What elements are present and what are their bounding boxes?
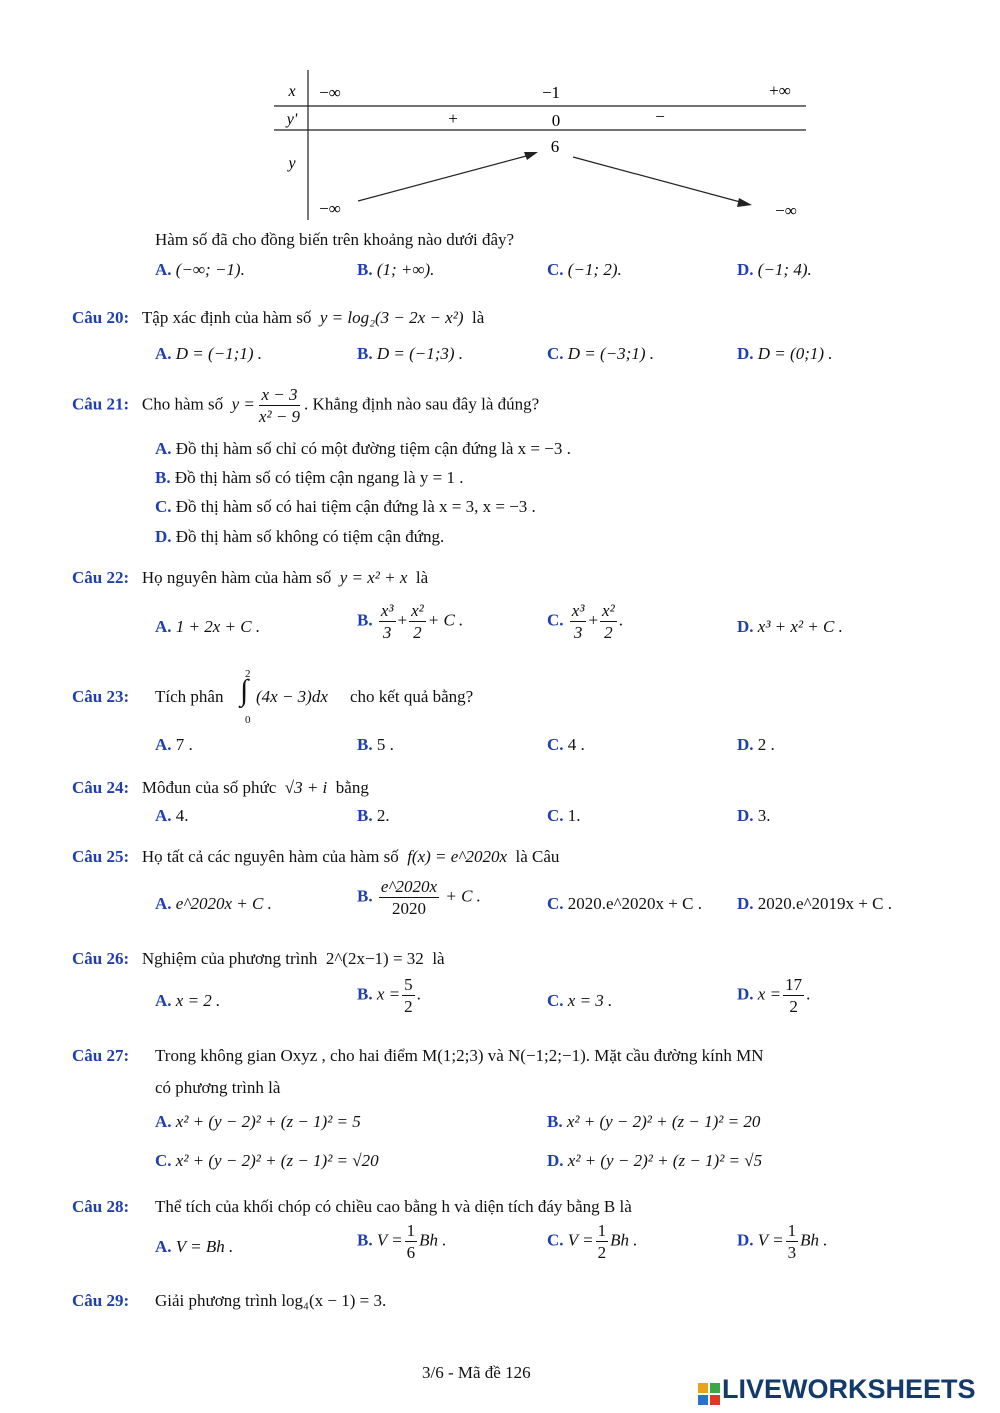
q20-option-c-label: C. <box>547 344 564 363</box>
q23-option-d[interactable] <box>737 735 775 755</box>
q20-option-d-label: D. <box>737 344 754 363</box>
page-footer: 3/6 - Mã đề 126 <box>422 1363 531 1382</box>
q20-prompt-post: là <box>471 308 485 327</box>
q20-option-b-text: D = (−1;3) . <box>376 344 464 363</box>
q28-option-c[interactable] <box>547 1222 637 1261</box>
sign-zero: 0 <box>551 111 561 130</box>
q22-c-den2: 2 <box>604 623 613 642</box>
q20-option-a[interactable] <box>155 344 262 364</box>
q19-option-a-text: (−∞; −1). <box>175 260 245 279</box>
q26-option-c-label: C. <box>547 991 564 1010</box>
q21-number: Câu 21: <box>72 394 130 414</box>
q25-option-a[interactable] <box>155 894 272 914</box>
q20-formula: y = log₂(3 − 2x − x²) <box>319 308 464 327</box>
q26-option-c[interactable] <box>547 991 612 1011</box>
q28-prompt: Thể tích của khối chóp có chiều cao bằng h và diện tích đáy bằng B là <box>155 1197 632 1216</box>
q22-formula: y = x² + x <box>339 568 408 587</box>
q22-b-tail: + C . <box>427 610 464 630</box>
y-value-left: −∞ <box>319 199 341 218</box>
q22-option-d[interactable] <box>737 617 843 637</box>
q20-option-a-text: D = (−1;1) . <box>175 344 262 363</box>
q26-option-a-text: x = 2 . <box>175 991 221 1010</box>
brand-name: LIVEWORKSHEETS <box>722 1374 976 1404</box>
q25-prompt-post: là Câu <box>515 847 560 866</box>
q25-option-c[interactable] <box>547 894 702 914</box>
q28-b-frac <box>405 1222 418 1261</box>
q25-option-a-text: e^2020x + C . <box>175 894 272 913</box>
q26-b-den: 2 <box>404 997 413 1016</box>
q24-option-a-label: A. <box>155 806 172 825</box>
q22-b-den2: 2 <box>413 623 422 642</box>
variation-table <box>270 68 810 226</box>
q22-option-a-label: A. <box>155 617 172 636</box>
q25-b-frac <box>379 878 439 917</box>
q25-b-tail: + C . <box>445 886 481 906</box>
q20-option-b-label: B. <box>357 344 373 363</box>
q22-c-frac2 <box>600 602 617 641</box>
decreasing-arrow <box>573 157 744 203</box>
q23-option-a-label: A. <box>155 735 172 754</box>
q25-number: Câu 25: <box>72 847 130 866</box>
q20-option-a-label: A. <box>155 344 172 363</box>
q20-option-b[interactable] <box>357 344 463 364</box>
q23-option-c[interactable] <box>547 735 585 755</box>
q28-b-num: 1 <box>406 1221 416 1240</box>
q28-b-den: 6 <box>406 1243 416 1262</box>
q20-option-c[interactable] <box>547 344 654 364</box>
q27-option-a-label: A. <box>155 1112 172 1131</box>
q25-b-num: e^2020x <box>380 877 438 896</box>
q27-option-d[interactable] <box>547 1151 762 1171</box>
q21-fraction <box>257 386 302 425</box>
q19-option-b[interactable] <box>357 260 434 280</box>
q19-option-a-label: A. <box>155 260 172 279</box>
y-value-max: 6 <box>550 137 560 156</box>
q25-option-c-label: C. <box>547 894 564 913</box>
q27-option-b-label: B. <box>547 1112 563 1131</box>
q22-option-a[interactable] <box>155 617 260 637</box>
q21-prompt-post: . Khẳng định nào sau đây là đúng? <box>304 394 540 414</box>
q19-option-b-label: B. <box>357 260 373 279</box>
q23-number: Câu 23: <box>72 687 130 706</box>
q22-option-c-label: C. <box>547 610 564 630</box>
q21-option-d-label: D. <box>155 527 172 546</box>
q27-option-c[interactable] <box>155 1151 379 1171</box>
q25-option-c-text: 2020.e^2020x + C . <box>567 894 702 913</box>
q22-b-frac2 <box>409 602 426 641</box>
q23-prompt-post: cho kết quả bằng? <box>350 687 474 706</box>
q28-c-tail: Bh . <box>610 1230 638 1250</box>
q22-prompt-pre: Họ nguyên hàm của hàm số <box>141 568 332 587</box>
q26-option-d[interactable] <box>737 976 810 1015</box>
q21-option-b-label: B. <box>155 468 171 487</box>
q23-integral-sign: ∫ <box>240 674 249 707</box>
q26-d-den: 2 <box>789 997 798 1016</box>
q24-option-b[interactable] <box>357 806 390 826</box>
q25-question <box>72 847 559 867</box>
q24-option-c-text: 1. <box>567 806 581 825</box>
q21-question <box>72 386 539 425</box>
q24-option-d-text: 3. <box>757 806 771 825</box>
q22-b-frac1 <box>379 602 396 641</box>
q22-b-op: + <box>397 610 408 630</box>
row-label-y: y <box>288 155 296 172</box>
q28-option-c-label: C. <box>547 1230 564 1250</box>
q24-formula: √3 + i <box>284 778 328 797</box>
q26-number: Câu 26: <box>72 949 130 968</box>
row-label-x: x <box>288 83 296 100</box>
q26-option-b[interactable] <box>357 976 421 1015</box>
q20-question <box>72 308 484 328</box>
q19-option-d[interactable] <box>737 260 812 280</box>
q28-option-d[interactable] <box>737 1222 827 1261</box>
q22-prompt-post: là <box>415 568 429 587</box>
q23-prompt-pre: Tích phân <box>155 687 224 706</box>
q19-option-a[interactable] <box>155 260 245 280</box>
q24-prompt-pre: Môđun của số phức <box>141 778 277 797</box>
q26-b-tail: . <box>416 984 421 1004</box>
q19-option-b-text: (1; +∞). <box>376 260 435 279</box>
q21-option-c-text: Đồ thị hàm số có hai tiệm cận đứng là x = 3, x = −3 . <box>175 497 536 516</box>
q23-lower-limit: 0 <box>245 714 251 726</box>
q27-line1: Trong không gian Oxyz , cho hai điểm M(1;2;3) và N(−1;2;−1). Mặt cầu đường kính MN <box>155 1046 764 1065</box>
q27-option-c-text: x² + (y − 2)² + (z − 1)² = √20 <box>175 1151 379 1170</box>
q22-c-tail: . <box>618 610 623 630</box>
q27-option-a-text: x² + (y − 2)² + (z − 1)² = 5 <box>175 1112 361 1131</box>
q28-option-a[interactable] <box>155 1237 233 1257</box>
q25-option-a-label: A. <box>155 894 172 913</box>
q28-b-lhs: V = <box>376 1230 403 1250</box>
q22-c-num2: x² <box>602 601 615 620</box>
q23-option-c-label: C. <box>547 735 564 754</box>
q21-option-c-label: C. <box>155 497 172 516</box>
q26-prompt-pre: Nghiệm của phương trình <box>141 949 318 968</box>
q24-option-b-label: B. <box>357 806 373 825</box>
q25-option-d-label: D. <box>737 894 754 913</box>
q27-line2: có phương trình là <box>155 1078 281 1097</box>
q23-option-d-text: 2 . <box>757 735 775 754</box>
q28-d-frac <box>786 1222 799 1261</box>
q28-option-b[interactable] <box>357 1222 447 1261</box>
q26-b-lhs: x = <box>376 984 401 1004</box>
q26-formula: 2^(2x−1) = 32 <box>325 949 424 968</box>
q29-prompt: Giải phương trình log₄(x − 1) = 3. <box>155 1291 387 1310</box>
q20-prompt-pre: Tập xác định của hàm số <box>141 308 312 327</box>
q22-question <box>72 568 428 588</box>
q29-number: Câu 29: <box>72 1291 130 1310</box>
q27-number: Câu 27: <box>72 1046 130 1065</box>
q19-option-c-text: (−1; 2). <box>567 260 622 279</box>
q22-option-b[interactable] <box>357 602 463 641</box>
increasing-arrow <box>358 155 530 201</box>
worksheet-icon <box>698 1383 720 1405</box>
q25-option-b-label: B. <box>357 886 373 906</box>
q26-option-a-label: A. <box>155 991 172 1010</box>
q26-option-d-label: D. <box>737 984 754 1004</box>
q26-option-a[interactable] <box>155 991 220 1011</box>
q25-formula: f(x) = e^2020x <box>407 847 508 866</box>
q23-option-a[interactable] <box>155 735 193 755</box>
q23-option-d-label: D. <box>737 735 754 754</box>
q19-option-d-text: (−1; 4). <box>757 260 812 279</box>
sign-minus: − <box>655 107 665 126</box>
q22-c-num1: x³ <box>571 601 585 620</box>
q21-option-d[interactable] <box>155 527 444 547</box>
q20-option-d[interactable] <box>737 344 833 364</box>
q21-option-d-text: Đồ thị hàm số không có tiệm cận đứng. <box>175 527 445 546</box>
q24-option-c[interactable] <box>547 806 581 826</box>
q27-option-c-label: C. <box>155 1151 172 1170</box>
q25-b-den: 2020 <box>391 899 426 918</box>
q24-option-b-text: 2. <box>376 806 390 825</box>
q25-option-d-text: 2020.e^2019x + C . <box>757 894 892 913</box>
y-value-right: −∞ <box>775 201 797 220</box>
q28-d-lhs: V = <box>757 1230 784 1250</box>
q23-option-b-text: 5 . <box>376 735 394 754</box>
q28-d-den: 3 <box>787 1243 797 1262</box>
q24-number: Câu 24: <box>72 778 130 797</box>
q22-option-d-label: D. <box>737 617 754 636</box>
q24-question <box>72 778 369 798</box>
q28-c-den: 2 <box>597 1243 607 1262</box>
q21-option-c[interactable] <box>155 497 536 517</box>
q27-option-a[interactable] <box>155 1112 361 1132</box>
q19-option-c[interactable] <box>547 260 622 280</box>
q27-option-d-text: x² + (y − 2)² + (z − 1)² = √5 <box>567 1151 763 1170</box>
x-value-neg-inf: −∞ <box>319 83 341 102</box>
q28-option-a-text: V = Bh . <box>175 1237 234 1256</box>
q19-option-d-label: D. <box>737 260 754 279</box>
q28-b-tail: Bh . <box>419 1230 447 1250</box>
x-value-pos-inf: +∞ <box>769 81 791 100</box>
q22-option-a-text: 1 + 2x + C . <box>175 617 261 636</box>
q28-d-tail: Bh . <box>800 1230 828 1250</box>
q28-option-b-label: B. <box>357 1230 373 1250</box>
q21-option-a-text: Đồ thị hàm số chỉ có một đường tiệm cận đứng là x = −3 . <box>175 439 571 458</box>
brand-logo[interactable] <box>698 1374 976 1405</box>
q24-option-d[interactable] <box>737 806 771 826</box>
q24-option-a-text: 4. <box>175 806 189 825</box>
q28-option-a-label: A. <box>155 1237 172 1256</box>
x-value-minus-one: −1 <box>541 83 561 102</box>
q20-option-d-text: D = (0;1) . <box>757 344 833 363</box>
q21-option-b-text: Đồ thị hàm số có tiệm cận ngang là y = 1 . <box>174 468 464 487</box>
q28-c-num: 1 <box>597 1221 607 1240</box>
row-label-yprime: y' <box>286 111 298 128</box>
q28-c-lhs: V = <box>567 1230 594 1250</box>
q28-d-num: 1 <box>787 1221 797 1240</box>
q26-prompt-post: là <box>432 949 445 968</box>
q22-option-c[interactable] <box>547 602 623 641</box>
q26-option-c-text: x = 3 . <box>567 991 613 1010</box>
q21-fn-lhs: y = <box>231 394 255 414</box>
q21-option-a[interactable] <box>155 439 571 459</box>
q23-option-b[interactable] <box>357 735 394 755</box>
q21-option-b[interactable] <box>155 468 463 488</box>
q22-number: Câu 22: <box>72 568 130 587</box>
q22-b-num2: x² <box>411 601 424 620</box>
q28-number: Câu 28: <box>72 1197 130 1216</box>
q26-option-b-label: B. <box>357 984 373 1004</box>
q22-b-den1: 3 <box>382 623 392 642</box>
q22-c-op: + <box>588 610 599 630</box>
q27-option-b[interactable] <box>547 1112 760 1132</box>
q21-option-a-label: A. <box>155 439 172 458</box>
q22-option-d-text: x³ + x² + C . <box>757 617 843 636</box>
q22-c-den1: 3 <box>573 623 583 642</box>
q26-b-frac <box>402 976 415 1015</box>
q21-prompt-pre: Cho hàm số <box>141 394 224 414</box>
q24-option-a[interactable] <box>155 806 189 826</box>
q22-b-num1: x³ <box>380 601 394 620</box>
q26-d-frac <box>783 976 804 1015</box>
q22-option-b-label: B. <box>357 610 373 630</box>
q25-option-d[interactable] <box>737 894 892 914</box>
q24-prompt-post: bằng <box>335 778 369 797</box>
q27-option-b-text: x² + (y − 2)² + (z − 1)² = 20 <box>566 1112 761 1131</box>
q23-option-b-label: B. <box>357 735 373 754</box>
q26-b-num: 5 <box>404 975 413 994</box>
q23-option-c-text: 4 . <box>567 735 585 754</box>
q26-d-lhs: x = <box>757 984 782 1004</box>
q23-option-a-text: 7 . <box>175 735 193 754</box>
q28-option-d-label: D. <box>737 1230 754 1250</box>
q20-number: Câu 20: <box>72 308 130 327</box>
q28-c-frac <box>596 1222 609 1261</box>
q21-fn-den: x² − 9 <box>258 407 301 426</box>
q20-option-c-text: D = (−3;1) . <box>567 344 654 363</box>
q24-option-c-label: C. <box>547 806 564 825</box>
q24-option-d-label: D. <box>737 806 754 825</box>
q19-option-c-label: C. <box>547 260 564 279</box>
q19-prompt: Hàm số đã cho đồng biến trên khoảng nào dưới đây? <box>155 230 515 249</box>
q23-upper-limit: 2 <box>245 668 251 680</box>
q22-c-frac1 <box>570 602 587 641</box>
q23-integrand: (4x − 3)dx <box>256 687 328 706</box>
q26-d-tail: . <box>806 984 811 1004</box>
q21-fn-num: x − 3 <box>261 385 298 404</box>
q25-option-b[interactable] <box>357 878 481 917</box>
sign-plus: + <box>448 109 458 128</box>
q26-question <box>72 949 445 969</box>
q25-prompt-pre: Họ tất cả các nguyên hàm của hàm số <box>141 847 399 866</box>
q27-option-d-label: D. <box>547 1151 564 1170</box>
q26-d-num: 17 <box>785 975 803 994</box>
